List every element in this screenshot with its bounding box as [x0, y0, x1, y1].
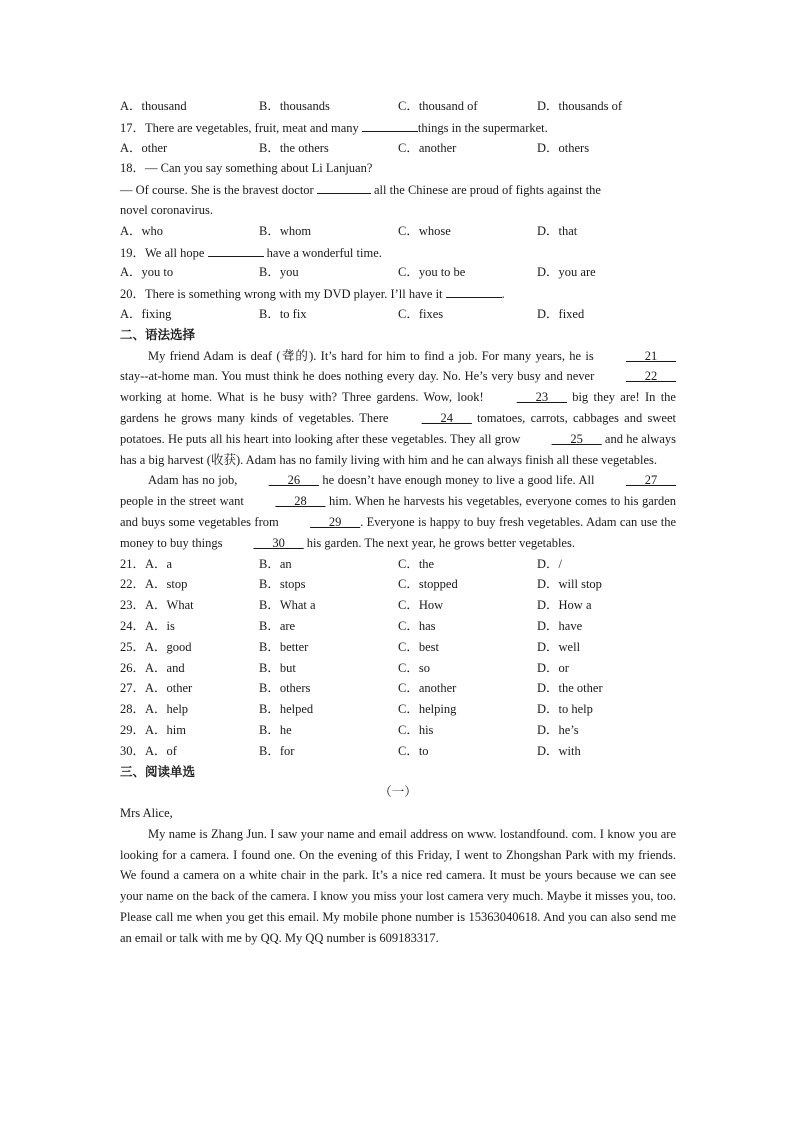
cloze-blank-26[interactable]: ___26___ — [268, 473, 319, 488]
q19-text-post: have a wonderful time. — [263, 245, 382, 260]
q17-options — [120, 138, 676, 159]
option-d: D．will stop — [537, 577, 602, 592]
cloze-text: and he always has a big harvest (收获). Adam has no family living with him and he can always finish all these vegetables. — [120, 431, 676, 467]
q18-stem: 18．— Can you say something about Li Lanjuan? — [120, 161, 373, 176]
letter-salutation: Mrs Alice, — [120, 806, 173, 821]
option-c: C．best — [398, 639, 439, 654]
option-d: D．the other — [537, 681, 603, 696]
cloze-paragraph-2 — [120, 470, 676, 553]
cloze-blank-30[interactable]: ___30___ — [253, 535, 304, 550]
section-title-reading: 三、阅读单选 — [120, 763, 196, 779]
cloze-paragraph-1 — [120, 346, 676, 471]
q20-text-post: . — [501, 287, 505, 302]
q18-options — [120, 221, 676, 242]
option-a: 26．A．and — [120, 660, 185, 675]
option-d: D．fixed — [537, 306, 585, 321]
cloze-option-row — [120, 678, 676, 699]
option-b: B．whom — [259, 223, 312, 238]
cloze-option-row — [120, 658, 676, 679]
cloze-text: Adam has no job, — [148, 473, 241, 488]
option-a: 28．A．help — [120, 702, 189, 717]
answer-blank[interactable] — [446, 283, 502, 298]
option-b: B．better — [259, 639, 309, 654]
cloze-option-row — [120, 699, 676, 720]
option-a: A．fixing — [120, 306, 172, 321]
option-a: 29．A．him — [120, 722, 186, 737]
option-b: B．thousands — [259, 99, 330, 113]
cloze-blank-27[interactable]: ___27___ — [626, 473, 676, 488]
section-title-grammar: 二、语法选择 — [120, 326, 196, 342]
option-a: 25．A．good — [120, 639, 192, 654]
option-b: B．you — [259, 265, 299, 280]
cloze-text: him. When he harvests his vegetables, everyone comes to his garden and buys some vegetables from — [120, 494, 676, 529]
q20-stem — [120, 283, 676, 304]
q20-text-pre: 20．There is something wrong with my DVD player. I’ll have it — [120, 287, 446, 302]
option-c: C．another — [398, 681, 457, 696]
cloze-blank-25[interactable]: ___25___ — [551, 431, 602, 446]
option-d: D．thousands of — [537, 99, 623, 113]
q16-options — [120, 96, 676, 117]
cloze-options-list — [120, 554, 676, 762]
q18-answer-line — [120, 179, 676, 200]
option-d: D．or — [537, 660, 569, 675]
cloze-text: . Everyone is happy to buy fresh vegetables. Adam can use the money to buy things — [120, 514, 676, 550]
answer-blank[interactable] — [208, 242, 264, 257]
option-c: C．helping — [398, 702, 457, 717]
cloze-option-row — [120, 554, 676, 575]
option-d: D．that — [537, 223, 578, 238]
option-c: C．to — [398, 743, 429, 758]
option-c: C．his — [398, 722, 434, 737]
q17-text-pre: 17．There are vegetables, fruit, meat and many — [120, 120, 362, 135]
option-b: B．others — [259, 681, 311, 696]
q18-continuation: novel coronavirus. — [120, 202, 214, 217]
option-c: C．the — [398, 556, 435, 571]
cloze-text: tomatoes, carrots, cabbages and sweet potatoes. He puts all his heart into looking after these vegetables. They all grow — [120, 410, 676, 446]
cloze-blank-21[interactable]: ___21___ — [626, 348, 676, 363]
cloze-text: his garden. The next year, he grows better vegetables. — [303, 535, 575, 550]
option-c: C．another — [398, 140, 457, 155]
q19-stem — [120, 242, 676, 263]
exam-page — [120, 96, 676, 949]
option-b: B．but — [259, 660, 296, 675]
cloze-text: stay--at-home man. You must think he does nothing every day. No. He’s very busy and never — [120, 369, 598, 384]
option-c: C．whose — [398, 223, 451, 238]
option-d: D．well — [537, 639, 581, 654]
cloze-text: he doesn’t have enough money to live a good life. All — [318, 473, 598, 488]
passage-number: （一） — [379, 785, 417, 800]
option-a: 22．A．stop — [120, 577, 188, 592]
q20-options — [120, 304, 676, 325]
q19-text-pre: 19．We all hope — [120, 245, 208, 260]
option-c: C．has — [398, 618, 436, 633]
cloze-option-row — [120, 741, 676, 762]
option-a: 23．A．What — [120, 598, 194, 613]
option-b: B．What a — [259, 598, 316, 613]
cloze-text: people in the street want — [120, 494, 248, 509]
option-d: D．/ — [537, 556, 563, 571]
letter-body: My name is Zhang Jun. I saw your name and email address on www. lostandfound. com. I know you are looking for a camera. I found one. On the evening of this Friday, I went to Zhongshan Park with my friends. We found a camera on a white chair in the park. It’s a nice red camera. It must be yours because we can see your name on the back of the camera. I know you miss your lost camera very much. Maybe it misses you, too. Please call me when you get this email. My mobile phone number is 15363040618. And you can also send me an email or talk with me by QQ. My QQ number is 609183317. — [120, 826, 676, 945]
cloze-text: My friend Adam is deaf (聋的). It’s hard for him to find a job. For many years, he is — [148, 348, 598, 363]
option-c: C．so — [398, 660, 430, 675]
q19-options — [120, 262, 676, 283]
option-a: 27．A．other — [120, 681, 193, 696]
q17-stem — [120, 117, 676, 138]
cloze-text: big they are! In the gardens he grows many kinds of vegetables. There — [120, 390, 676, 425]
option-d: D．you are — [537, 265, 596, 280]
option-b: B．the others — [259, 140, 329, 155]
option-b: B．he — [259, 722, 292, 737]
q17-text-post: things in the supermarket. — [417, 120, 548, 135]
cloze-option-row — [120, 720, 676, 741]
option-a: A．who — [120, 223, 164, 238]
q18-text-post: all the Chinese are proud of fights against the — [370, 183, 601, 198]
option-a: A．thousand — [120, 99, 187, 113]
option-c: C．stopped — [398, 577, 458, 592]
option-d: D．with — [537, 743, 581, 758]
option-c: C．thousand of — [398, 99, 478, 113]
cloze-option-row — [120, 595, 676, 616]
option-d: D．others — [537, 140, 590, 155]
option-c: C．fixes — [398, 306, 444, 321]
option-a: A．you to — [120, 265, 174, 280]
option-b: B．for — [259, 743, 295, 758]
option-a: A．other — [120, 140, 168, 155]
option-b: B．helped — [259, 702, 314, 717]
cloze-blank-24[interactable]: ___24___ — [421, 410, 472, 425]
option-d: D．he’s — [537, 722, 579, 737]
option-c: C．you to be — [398, 265, 466, 280]
cloze-option-row — [120, 637, 676, 658]
cloze-option-row — [120, 616, 676, 637]
option-c: C．How — [398, 598, 444, 613]
option-a: 24．A．is — [120, 618, 175, 633]
cloze-blank-22[interactable]: ___22___ — [626, 369, 676, 384]
option-a: 30．A．of — [120, 743, 177, 758]
answer-blank[interactable] — [362, 117, 418, 132]
cloze-blank-23[interactable]: ___23___ — [516, 390, 567, 405]
answer-blank[interactable] — [317, 179, 371, 194]
option-b: B．to fix — [259, 306, 307, 321]
cloze-option-row — [120, 574, 676, 595]
option-b: B．are — [259, 618, 296, 633]
option-d: D．have — [537, 618, 583, 633]
cloze-blank-28[interactable]: ___28___ — [275, 494, 326, 509]
option-b: B．stops — [259, 577, 306, 592]
option-b: B．an — [259, 556, 292, 571]
q18-text-pre: — Of course. She is the bravest doctor — [120, 183, 317, 198]
cloze-blank-29[interactable]: ___29___ — [310, 514, 361, 529]
option-d: D．to help — [537, 702, 593, 717]
option-a: 21．A．a — [120, 556, 173, 571]
option-d: D．How a — [537, 598, 592, 613]
cloze-text: working at home. What is he busy with? Three gardens. Wow, look! — [120, 390, 489, 405]
